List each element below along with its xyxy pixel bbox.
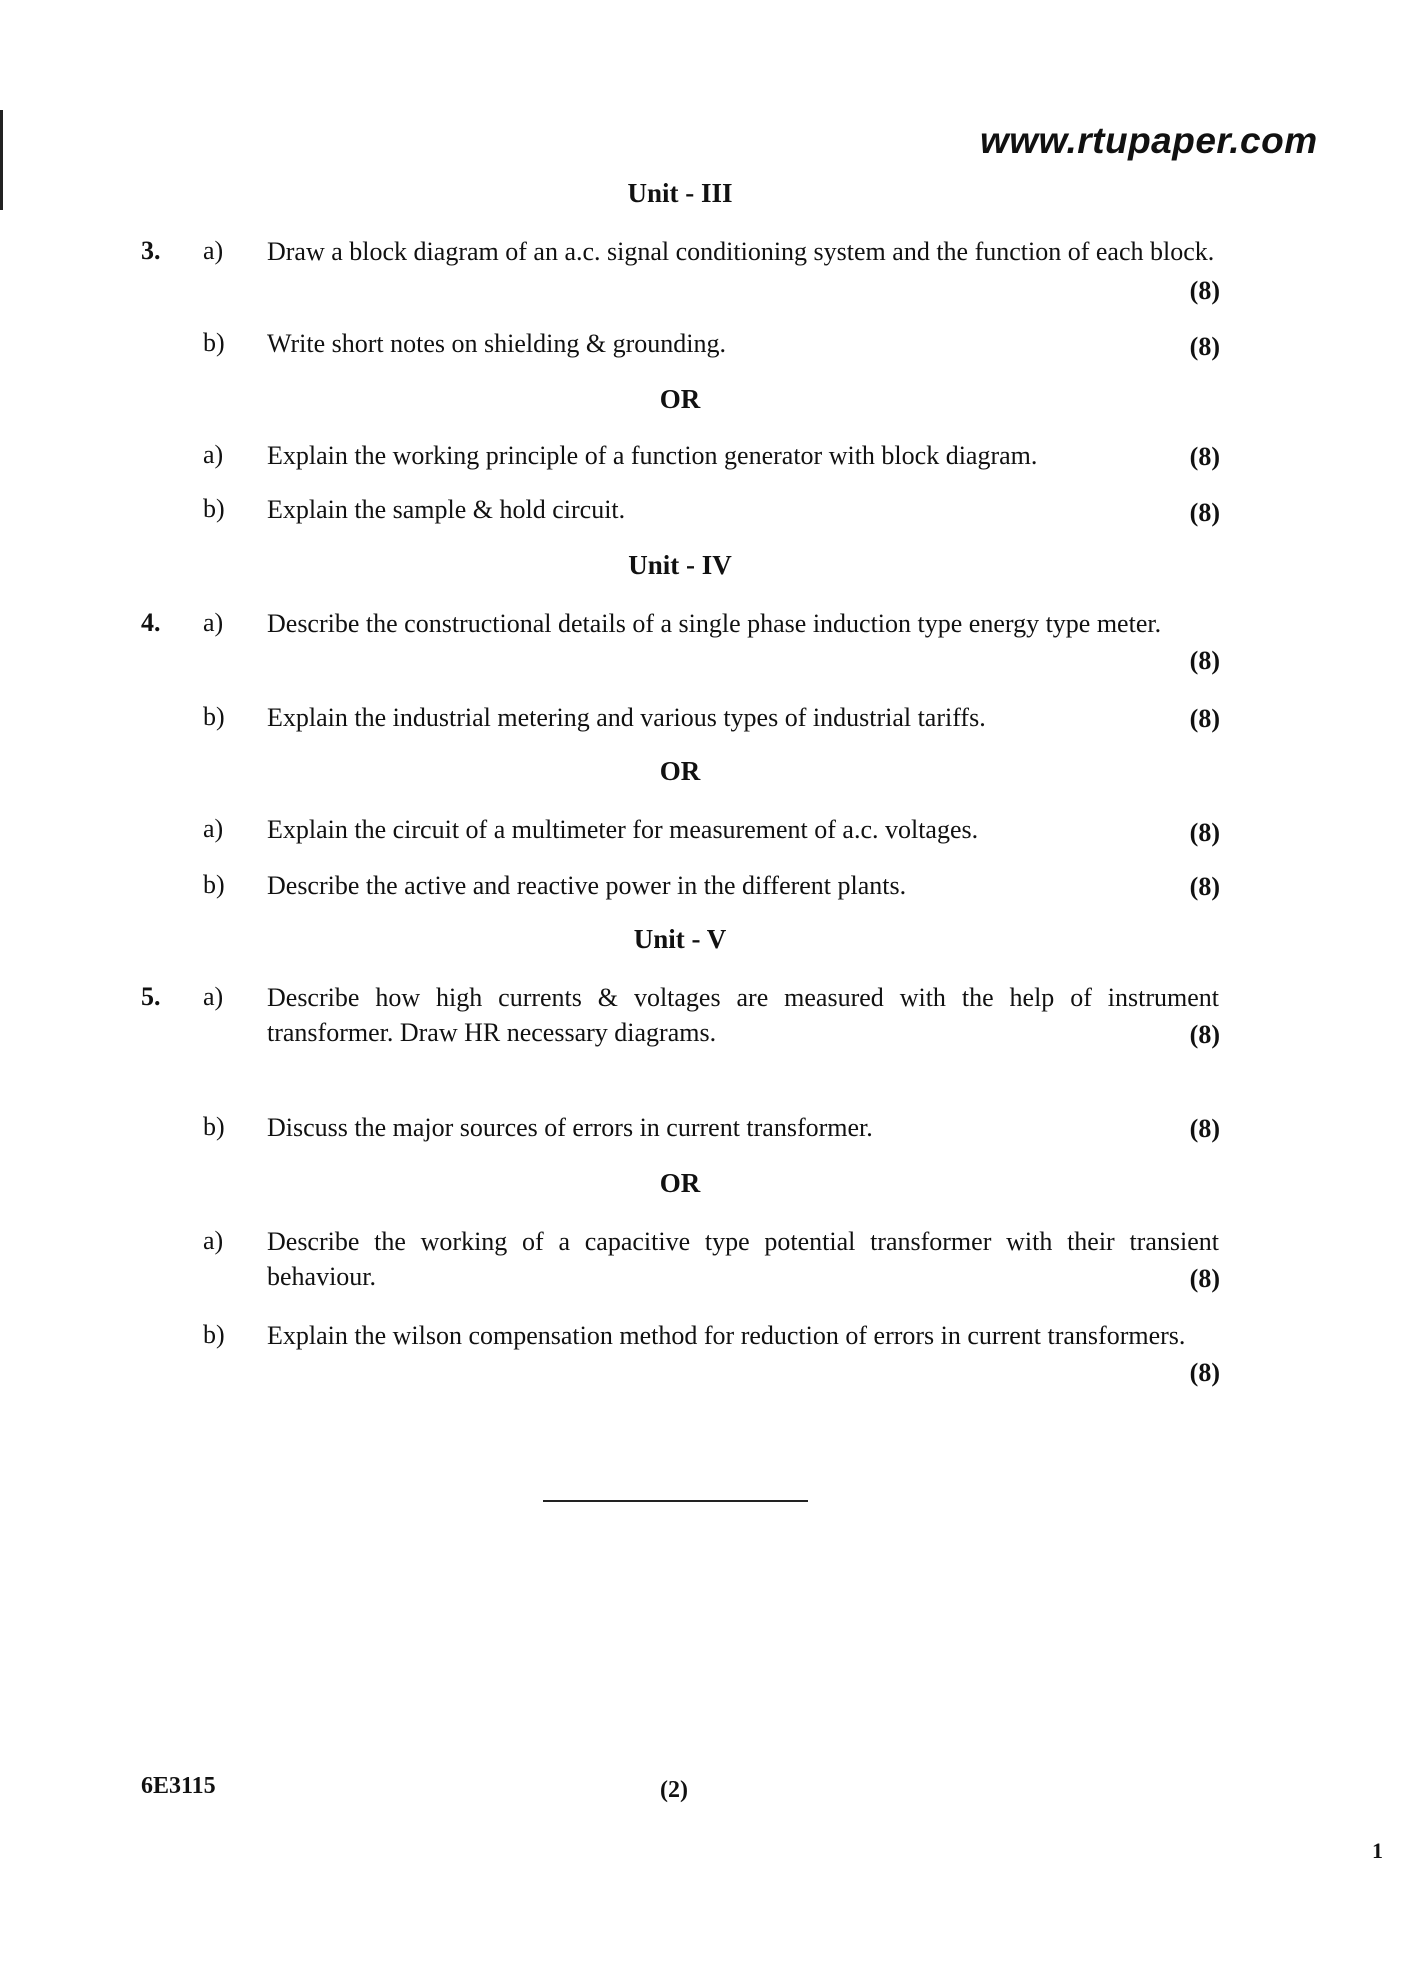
q3-part-a-text: Draw a block diagram of an a.c. signal conditioning system and the function of each block. <box>267 237 1215 266</box>
q4-alt-b-label: b) <box>203 870 225 899</box>
question-5-number: 5. <box>141 982 161 1011</box>
question-4-number: 4. <box>141 608 161 637</box>
q5-alt-a-text: Describe the working of a capacitive type potential transformer with their transient behaviour. <box>267 1227 1219 1291</box>
q4-part-a-text: Describe the constructional details of a single phase induction type energy type meter. <box>267 609 1162 638</box>
q3-alt-a-label: a) <box>203 440 224 469</box>
watermark-url: www.rtupaper.com <box>980 120 1318 161</box>
q3-part-a-marks: (8) <box>1189 276 1220 305</box>
unit-3-title: Unit - III <box>627 178 733 208</box>
unit-5-title: Unit - V <box>633 924 727 954</box>
paper-code: 6E3115 <box>141 1773 216 1799</box>
q5-part-b-text: Discuss the major sources of errors in current transformer. <box>267 1113 873 1142</box>
q5-part-a-label: a) <box>203 982 224 1011</box>
q5-alt-b-label: b) <box>203 1320 225 1349</box>
unit-4-title: Unit - IV <box>628 550 732 580</box>
q3-alt-a-text: Explain the working principle of a function generator with block diagram. <box>267 441 1038 470</box>
q5-part-b-label: b) <box>203 1112 225 1141</box>
q4-alt-a-label: a) <box>203 814 224 843</box>
q3-or-separator: OR <box>659 384 701 414</box>
q5-alt-b-marks: (8) <box>1189 1358 1220 1387</box>
q5-part-a-marks: (8) <box>1189 1020 1220 1049</box>
q5-part-b-marks: (8) <box>1189 1114 1220 1143</box>
q4-part-a-label: a) <box>203 608 224 637</box>
q3-part-b-label: b) <box>203 328 225 357</box>
q3-alt-b-label: b) <box>203 494 225 523</box>
q5-alt-a-label: a) <box>203 1226 224 1255</box>
page-number: (2) <box>660 1777 688 1803</box>
q4-part-b-marks: (8) <box>1189 704 1220 733</box>
q5-part-a-text: Describe how high currents & voltages are measured with the help of instrument transformer. Draw HR necessary diagrams. <box>267 983 1219 1047</box>
corner-mark: 1 <box>1372 1838 1383 1863</box>
q4-part-b-label: b) <box>203 702 225 731</box>
question-3-number: 3. <box>141 236 161 265</box>
end-divider <box>543 1500 808 1502</box>
q4-alt-b-text: Describe the active and reactive power in the different plants. <box>267 871 907 900</box>
q3-part-a-label: a) <box>203 236 224 265</box>
q3-alt-b-text: Explain the sample & hold circuit. <box>267 495 626 524</box>
q4-alt-b-marks: (8) <box>1189 872 1220 901</box>
q4-part-b-text: Explain the industrial metering and various types of industrial tariffs. <box>267 703 986 732</box>
q4-part-a-marks: (8) <box>1189 646 1220 675</box>
q3-alt-b-marks: (8) <box>1189 498 1220 527</box>
q5-alt-a-marks: (8) <box>1189 1264 1220 1293</box>
q4-or-separator: OR <box>659 756 701 786</box>
q4-alt-a-marks: (8) <box>1189 818 1220 847</box>
q5-or-separator: OR <box>659 1168 701 1198</box>
q5-alt-b-text: Explain the wilson compensation method for reduction of errors in current transformers. <box>267 1321 1186 1350</box>
q4-alt-a-text: Explain the circuit of a multimeter for measurement of a.c. voltages. <box>267 815 979 844</box>
q3-alt-a-marks: (8) <box>1189 442 1220 471</box>
q3-part-b-marks: (8) <box>1189 332 1220 361</box>
q3-part-b-text: Write short notes on shielding & grounding. <box>267 329 726 358</box>
